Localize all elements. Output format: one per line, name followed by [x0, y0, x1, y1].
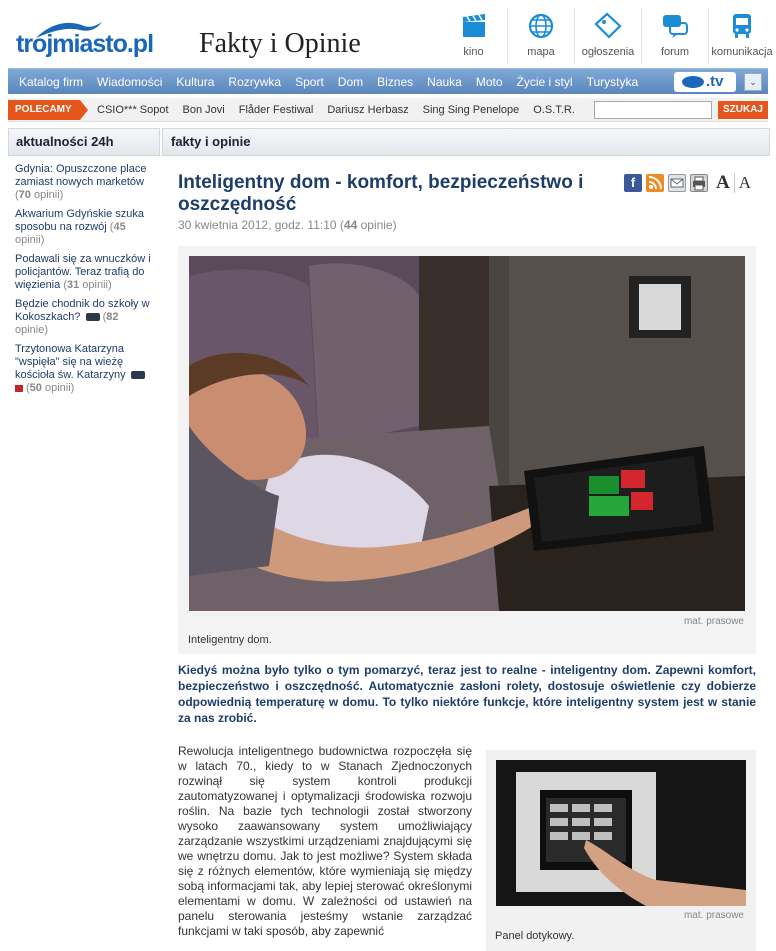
- photo-caption: Inteligentny dom.: [188, 634, 272, 646]
- news-title[interactable]: Podawali się za wnuczków i policjantów. Teraz trafią do więzienia: [15, 253, 151, 291]
- facebook-icon[interactable]: f: [624, 174, 642, 192]
- search-input[interactable]: [594, 101, 712, 119]
- recommended-link[interactable]: Flåder Festiwal: [238, 104, 314, 116]
- topnav-label: mapa: [527, 46, 555, 58]
- topnav-label: kino: [463, 46, 484, 58]
- bus-icon: [727, 12, 757, 40]
- nav-item-turystyka[interactable]: Turystyka: [586, 75, 639, 89]
- topnav-label: forum: [660, 46, 690, 58]
- recommended-link[interactable]: Sing Sing Penelope: [422, 104, 520, 116]
- site-logo[interactable]: [16, 18, 158, 66]
- font-increase-button[interactable]: A: [716, 172, 730, 193]
- recommended-link[interactable]: O.S.T.R.: [533, 104, 575, 116]
- panel-photo-box: [486, 750, 756, 951]
- tv-link[interactable]: [674, 72, 736, 92]
- sidebar-title: aktualności 24h: [8, 128, 160, 156]
- rss-icon[interactable]: [646, 174, 664, 192]
- nav-item-kultura[interactable]: Kultura: [176, 75, 215, 89]
- topnav-komunikacja[interactable]: [708, 8, 775, 64]
- article-section-title: fakty i opinie: [162, 128, 770, 156]
- topnav-mapa[interactable]: [507, 8, 574, 64]
- list-item[interactable]: [15, 343, 153, 395]
- recommended-links: [90, 98, 582, 122]
- main-photo-box: [178, 246, 756, 654]
- topnav-ogloszenia[interactable]: [574, 8, 641, 64]
- article-title: Inteligentny dom - komfort, bezpieczeństwo i oszczędność: [178, 172, 584, 215]
- panel-photo-caption: Panel dotykowy.: [495, 930, 575, 942]
- video-camera-icon: [86, 313, 100, 321]
- panel-photo-credit: mat. prasowe: [683, 910, 744, 921]
- logo-suffix: .pl: [126, 30, 154, 58]
- recommended-link[interactable]: Dariusz Herbasz: [327, 104, 409, 116]
- photo-credit: mat. prasowe: [683, 616, 744, 627]
- top-services-nav: [440, 8, 775, 66]
- news-title[interactable]: Akwarium Gdyńskie szuka sposobu na rozwój: [15, 208, 144, 233]
- email-share-icon[interactable]: [668, 174, 686, 192]
- site-header: [0, 0, 776, 66]
- list-item[interactable]: [15, 253, 153, 292]
- topnav-label: ogłoszenia: [581, 46, 635, 58]
- section-title: Fakty i Opinie: [199, 28, 361, 59]
- search-button[interactable]: SZUKAJ: [718, 101, 768, 119]
- article-tools: [624, 172, 756, 194]
- tv-logo-icon: [682, 76, 704, 88]
- panel-photo[interactable]: [496, 760, 746, 906]
- recommended-label: POLECAMY: [8, 100, 80, 120]
- main-category-nav: [8, 68, 768, 94]
- news-comment-count: (70 opinii): [15, 189, 64, 201]
- topnav-kino[interactable]: [440, 8, 507, 64]
- nav-item-nauka[interactable]: Nauka: [427, 75, 462, 89]
- list-item[interactable]: [15, 163, 153, 202]
- logo-text: trojmiasto: [16, 30, 127, 58]
- tag-icon: [593, 12, 623, 40]
- news-title[interactable]: Będzie chodnik do szkoły w Kokoszkach?: [15, 298, 150, 323]
- nav-item-biznes[interactable]: Biznes: [377, 75, 414, 89]
- news-comment-count: (82 opinie): [15, 311, 119, 336]
- nav-item-dom[interactable]: Dom: [337, 75, 364, 89]
- news-comment-count: (50 opinii): [26, 382, 75, 394]
- article-body: Rewolucja inteligentnego budownictwa rozpoczęła się w latach 70., kiedy to w Stanach Zjednoczonych rozwinął się system kontroli produkcji zautomatyzowanej i optymalizacji środowiska rozwoju roślin. Na bazie tych technologii został stworzony wysoko zaawansowany system umożliwiający zarządzanie wszystkimi urządzeniami znajdującymi się we wnętrzu domu. Jak to jest możliwe? System składa się z różnych elementów, które wymieniają się między sobą informacjami tak, aby lepiej sterować określonymi elementami w domu. W zależności od ustawień na panelu sterowania jesteśmy wstanie zarządzać funkcjami w taki sposób, aby zapewnić: [178, 744, 472, 938]
- topnav-label: komunikacja: [711, 46, 773, 58]
- tv-label: .tv: [706, 73, 724, 90]
- comments-count[interactable]: 44: [343, 218, 358, 232]
- article-column: [162, 128, 770, 951]
- video-camera-icon: [131, 371, 145, 379]
- topnav-forum[interactable]: [641, 8, 708, 64]
- nav-item-wiadomosci[interactable]: Wiadomości: [97, 75, 163, 89]
- print-icon[interactable]: [690, 174, 708, 192]
- list-item[interactable]: [15, 208, 153, 247]
- gallery-icon: [15, 385, 23, 392]
- list-item[interactable]: [15, 298, 153, 337]
- nav-item-moto[interactable]: Moto: [475, 75, 503, 89]
- nav-item-sport[interactable]: Sport: [295, 75, 324, 89]
- recommended-link[interactable]: CSIO*** Sopot: [97, 104, 169, 116]
- news-title[interactable]: Gdynia: Opuszczone place zamiast nowych marketów: [15, 163, 147, 188]
- globe-icon: [526, 12, 556, 40]
- recommended-bar: [8, 98, 768, 122]
- nav-item-zycie-i-styl[interactable]: Życie i styl: [516, 75, 573, 89]
- recommended-link[interactable]: Bon Jovi: [182, 104, 225, 116]
- nav-item-katalog-firm[interactable]: Katalog firm: [19, 75, 84, 89]
- news-comment-count: (31 opinii): [63, 279, 112, 291]
- article-date: 30 kwietnia 2012, godz. 11:10: [178, 218, 337, 232]
- article-lead: Kiedyś można było tylko o tym pomarzyć, teraz jest to realne - inteligentny dom. Zapewni komfort, bezpieczeństwo i oszczędność. Automatycznie zasłoni rolety, dostosuje oświetlenie czy dobierze odpowiednią temperaturę w domu. To tylko niektóre funkcje, które inteligentny system jest w stanie za nas zrobić.: [178, 663, 756, 725]
- main-photo[interactable]: [189, 256, 745, 611]
- nav-item-rozrywka[interactable]: Rozrywka: [228, 75, 282, 89]
- touch-panel-photo: [496, 760, 746, 906]
- font-decrease-button[interactable]: A: [734, 173, 755, 193]
- chat-bubbles-icon: [660, 12, 690, 40]
- sidebar: [8, 128, 160, 951]
- nav-more-button[interactable]: ⌄: [744, 73, 762, 91]
- news-list: [8, 156, 153, 395]
- article-meta: 30 kwietnia 2012, godz. 11:10 (44 opinie): [178, 218, 397, 232]
- comments-label[interactable]: opinie: [360, 218, 393, 232]
- smart-home-photo: [189, 256, 745, 611]
- clapperboard-icon: [459, 12, 489, 40]
- news-comment-count: (45 opinii): [15, 221, 126, 246]
- news-title[interactable]: Trzytonowa Katarzyna "wspięła" się na wieżę kościoła św. Katarzyny: [15, 343, 126, 381]
